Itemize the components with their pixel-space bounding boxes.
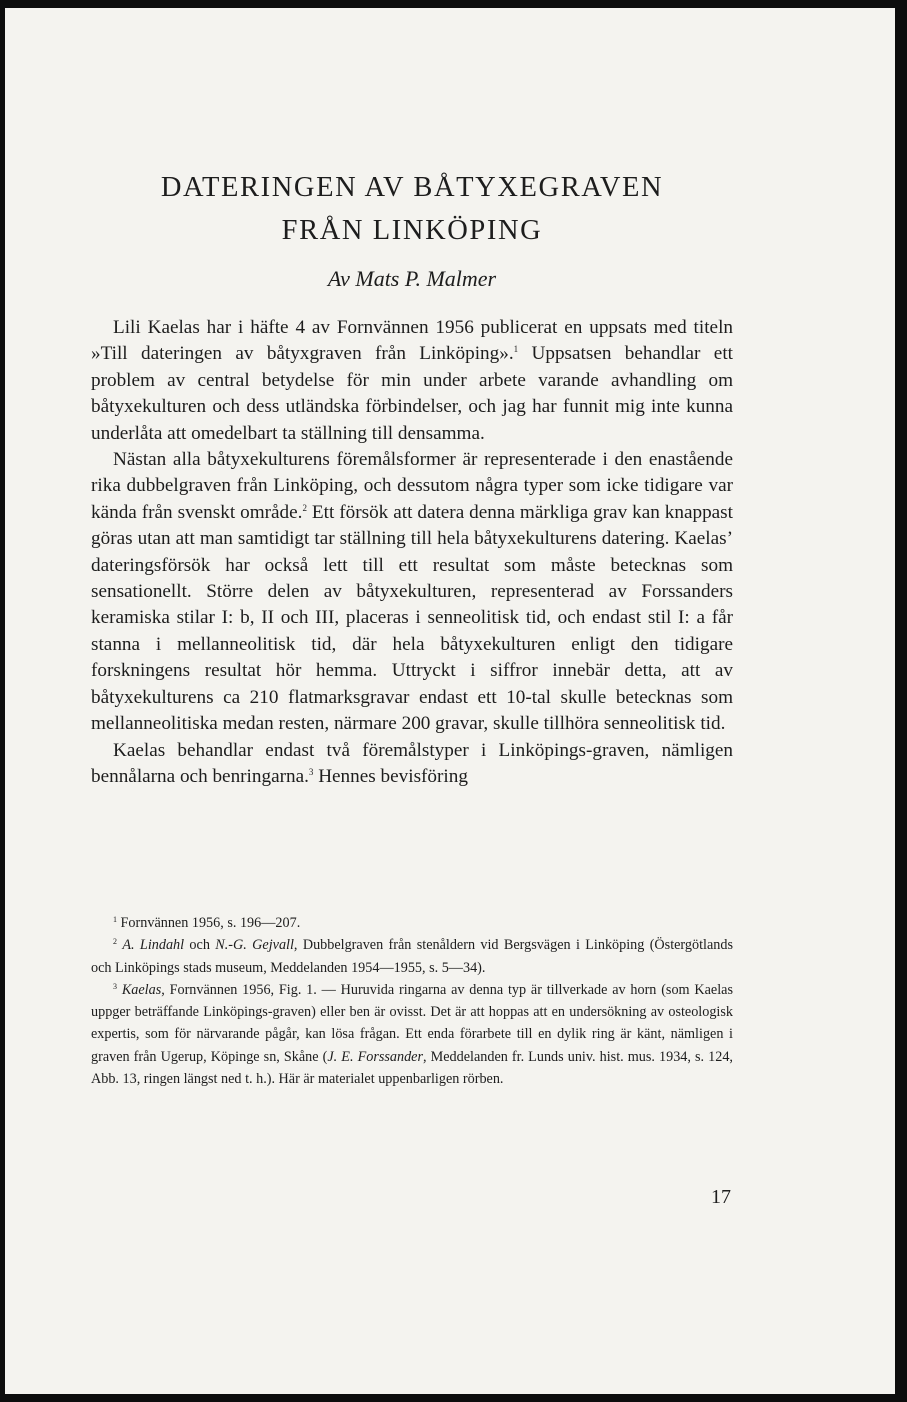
paragraph-1: [91, 315, 733, 447]
paragraph-3-text-a: Kaelas behandlar endast två föremålstyper i Linköpings-graven, nämligen bennålarna och benringarna.: [91, 739, 733, 787]
footnote-3: [91, 979, 733, 1090]
footnotes: [91, 912, 733, 1090]
footnote-3-number: 3: [113, 981, 117, 991]
paragraph-1-text-b: Uppsatsen behandlar ett problem av central betydelse för min under arbete varande avhandling om båtyxekulturen och dess utländska förbindelser, och jag har funnit mig inte kunna underlåta att omedelbart ta ställning till densamma.: [91, 343, 733, 444]
footnote-ref-2: 2: [302, 502, 307, 513]
document-page: [5, 8, 895, 1394]
title-line-1: DATERINGEN AV BÅTYXEGRAVEN: [160, 172, 664, 203]
footnote-3-text-1: , Fornvännen 1956, Fig. 1. — Huruvida ringarna av denna typ är tillverkade av horn (som Kaelas uppger beträffande Linköpings-graven) eller ben är ovisst. Det är att hoppas att en undersökning av osteologisk expertis, som för närvarande pågår, kan lösa frågan. Ett enda förarbete till en dylik ring är känt, nämligen i graven från Ugerup, Köpinge sn, Skåne (: [91, 981, 733, 1065]
footnote-1-text: Fornvännen 1956, s. 196—207.: [117, 915, 301, 931]
footnote-2-text: , Dubbelgraven från stenåldern vid Bergsvägen i Linköping (Östergötlands och Linköpings stads museum, Meddelanden 1954—1955, s. 5—34).: [91, 937, 733, 976]
article-title: [91, 166, 733, 252]
footnote-2: [91, 934, 733, 979]
article-body: [91, 315, 733, 790]
title-line-2: FRÅN LINKÖPING: [281, 215, 543, 246]
footnote-1-number: 1: [113, 915, 117, 924]
footnote-2-author-2: N.-G. Gejvall: [215, 937, 294, 954]
footnote-2-number: 2: [113, 937, 117, 947]
footnote-3-author-1: Kaelas: [121, 981, 162, 998]
footnote-2-author-1: A. Lindahl: [122, 937, 185, 954]
paragraph-2-text-a: Nästan alla båtyxekulturens föremålsformer är representerade i den enastående rika dubbelgraven från Linköping, och dessutom några typer som icke tidigare var kända från svenskt område.: [91, 449, 733, 523]
footnote-3-text-2: , Meddelanden fr. Lunds univ. hist. mus. 1934, s. 124, Abb. 13, ringen längst ned t. h.). Här är materialet uppenbarligen rörben.: [91, 1048, 733, 1088]
author-byline: Av Mats P. Malmer: [327, 266, 497, 291]
paragraph-2: [91, 447, 733, 737]
footnote-2-och: och: [184, 937, 216, 954]
paragraph-1-text-a: Lili Kaelas har i häfte 4 av Fornvännen 1956 publicerat en uppsats med titeln »Till dateringen av båtyxgraven från Linköping».: [91, 317, 733, 365]
page-number: 17: [711, 1186, 731, 1208]
footnote-3-author-2: J. E. Forssander: [327, 1048, 423, 1065]
footnote-1: [91, 912, 733, 934]
paragraph-3-text-b: Hennes bevisföring: [313, 765, 468, 787]
paragraph-2-text-b: Ett försök att datera denna märkliga grav kan knappast göras utan att man samtidigt tar ställning till hela båtyxekulturens datering. Kaelas’ dateringsförsök har också lett till ett resultat som måste betecknas som sensationellt. Större delen av båtyxekulturen, representerad av Forssanders keramiska stilar I: b, II och III, placeras i senneolitisk tid, och endast stil I: a får stanna i mellanneolitisk tid, där hela båtyxekulturen enligt den tidigare forskningens resultat hör hemma. Uttryckt i siffror innebär detta, att av båtyxekulturens ca 210 flatmarksgravar endast ett 10-tal skulle betecknas som mellanneolitiska medan resten, närmare 200 gravar, skulle tillhöra senneolitisk tid.: [91, 501, 733, 735]
footnote-ref-1: 1: [513, 344, 519, 355]
paragraph-3: [91, 738, 733, 791]
footnote-ref-3: 3: [308, 766, 314, 777]
